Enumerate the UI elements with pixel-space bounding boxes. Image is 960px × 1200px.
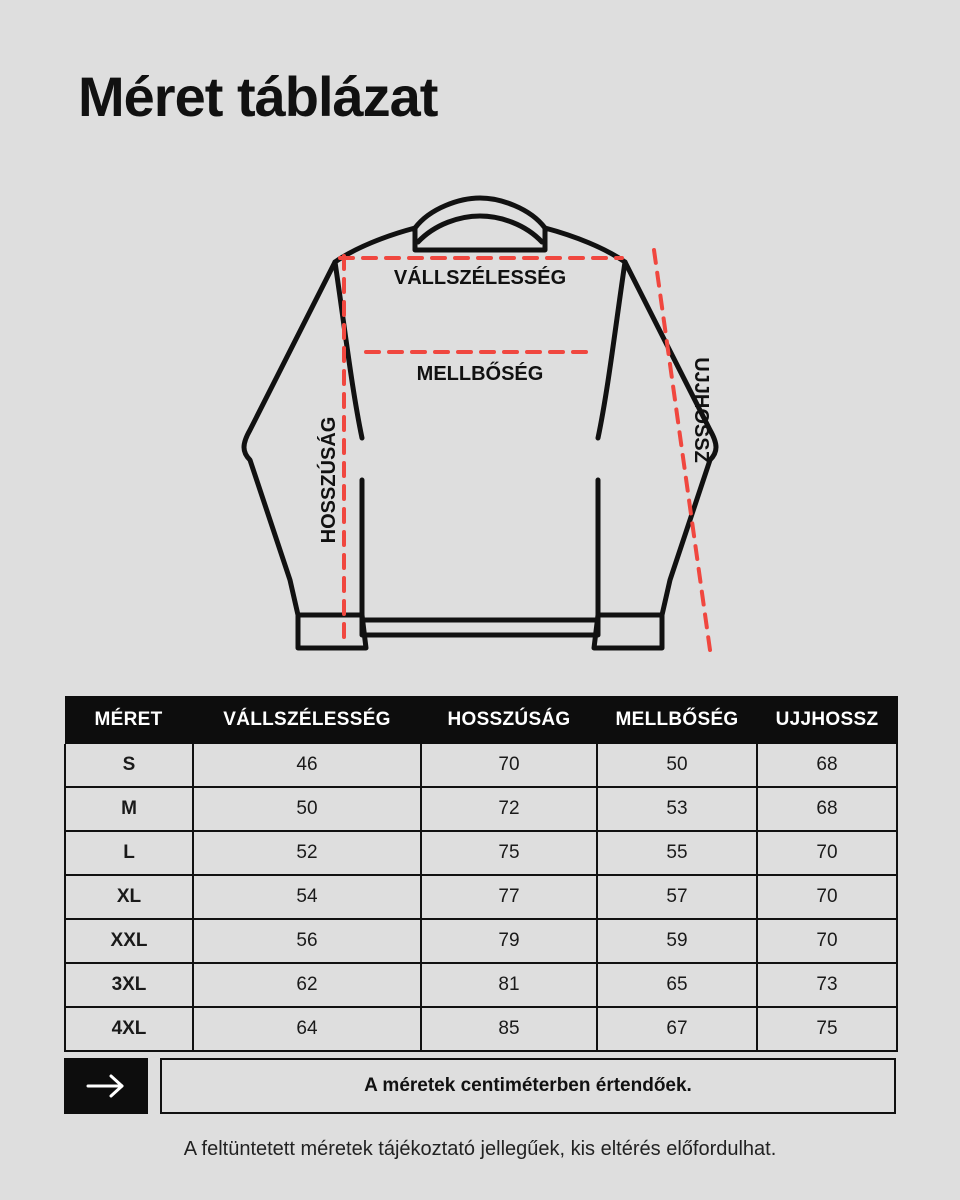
- measurement-guides: [340, 250, 710, 650]
- cell-length: 85: [421, 1007, 597, 1051]
- cell-sleeve: 68: [757, 787, 897, 831]
- cell-shoulder: 64: [193, 1007, 421, 1051]
- cell-size: S: [65, 744, 193, 787]
- cell-size: L: [65, 831, 193, 875]
- table-row: [65, 831, 897, 875]
- table-row: [65, 1007, 897, 1051]
- cell-chest: 59: [597, 919, 757, 963]
- column-header-size: MÉRET: [65, 696, 193, 744]
- size-table-wrapper: [64, 696, 896, 1052]
- table-row: [65, 963, 897, 1007]
- cell-chest: 67: [597, 1007, 757, 1051]
- table-header-row: [65, 696, 897, 744]
- label-shoulder: VÁLLSZÉLESSÉG: [393, 267, 567, 289]
- column-header-sleeve: UJJHOSSZ: [757, 696, 897, 744]
- cell-shoulder: 50: [193, 787, 421, 831]
- cell-length: 77: [421, 875, 597, 919]
- cell-size: 3XL: [65, 963, 193, 1007]
- cell-shoulder: 54: [193, 875, 421, 919]
- cell-length: 81: [421, 963, 597, 1007]
- cell-shoulder: 56: [193, 919, 421, 963]
- column-header-shoulder: VÁLLSZÉLESSÉG: [193, 696, 421, 744]
- cell-sleeve: 73: [757, 963, 897, 1007]
- cell-chest: 65: [597, 963, 757, 1007]
- cell-length: 75: [421, 831, 597, 875]
- cell-sleeve: 70: [757, 919, 897, 963]
- cell-shoulder: 62: [193, 963, 421, 1007]
- garment-illustration: [0, 180, 960, 680]
- cell-chest: 53: [597, 787, 757, 831]
- cell-chest: 57: [597, 875, 757, 919]
- size-table: [64, 696, 898, 1052]
- label-sleeve: UJJHOSSZ: [690, 357, 712, 463]
- column-header-chest: MELLBŐSÉG: [597, 696, 757, 744]
- cell-sleeve: 70: [757, 875, 897, 919]
- note-row: [64, 1058, 896, 1114]
- cell-length: 79: [421, 919, 597, 963]
- cell-shoulder: 46: [193, 744, 421, 787]
- cell-chest: 55: [597, 831, 757, 875]
- cell-size: M: [65, 787, 193, 831]
- cell-size: XL: [65, 875, 193, 919]
- arrow-right-icon: [64, 1058, 148, 1114]
- cell-size: 4XL: [65, 1007, 193, 1051]
- column-header-length: HOSSZÚSÁG: [421, 696, 597, 744]
- table-row: [65, 919, 897, 963]
- page-title: Méret táblázat: [78, 65, 438, 128]
- cell-sleeve: 70: [757, 831, 897, 875]
- table-row: [65, 744, 897, 787]
- cell-sleeve: 75: [757, 1007, 897, 1051]
- sweatshirt-outline: [244, 198, 716, 648]
- note-text: A méretek centiméterben értendőek.: [160, 1058, 896, 1114]
- cell-size: XXL: [65, 919, 193, 963]
- cell-length: 72: [421, 787, 597, 831]
- cell-sleeve: 68: [757, 744, 897, 787]
- footnote-text: A feltüntetett méretek tájékoztató jellegűek, kis eltérés előfordulhat.: [183, 1138, 777, 1160]
- cell-chest: 50: [597, 744, 757, 787]
- label-length: HOSSZÚSÁG: [318, 416, 340, 544]
- table-row: [65, 787, 897, 831]
- label-chest: MELLBŐSÉG: [416, 363, 544, 385]
- table-row: [65, 875, 897, 919]
- cell-length: 70: [421, 744, 597, 787]
- cell-shoulder: 52: [193, 831, 421, 875]
